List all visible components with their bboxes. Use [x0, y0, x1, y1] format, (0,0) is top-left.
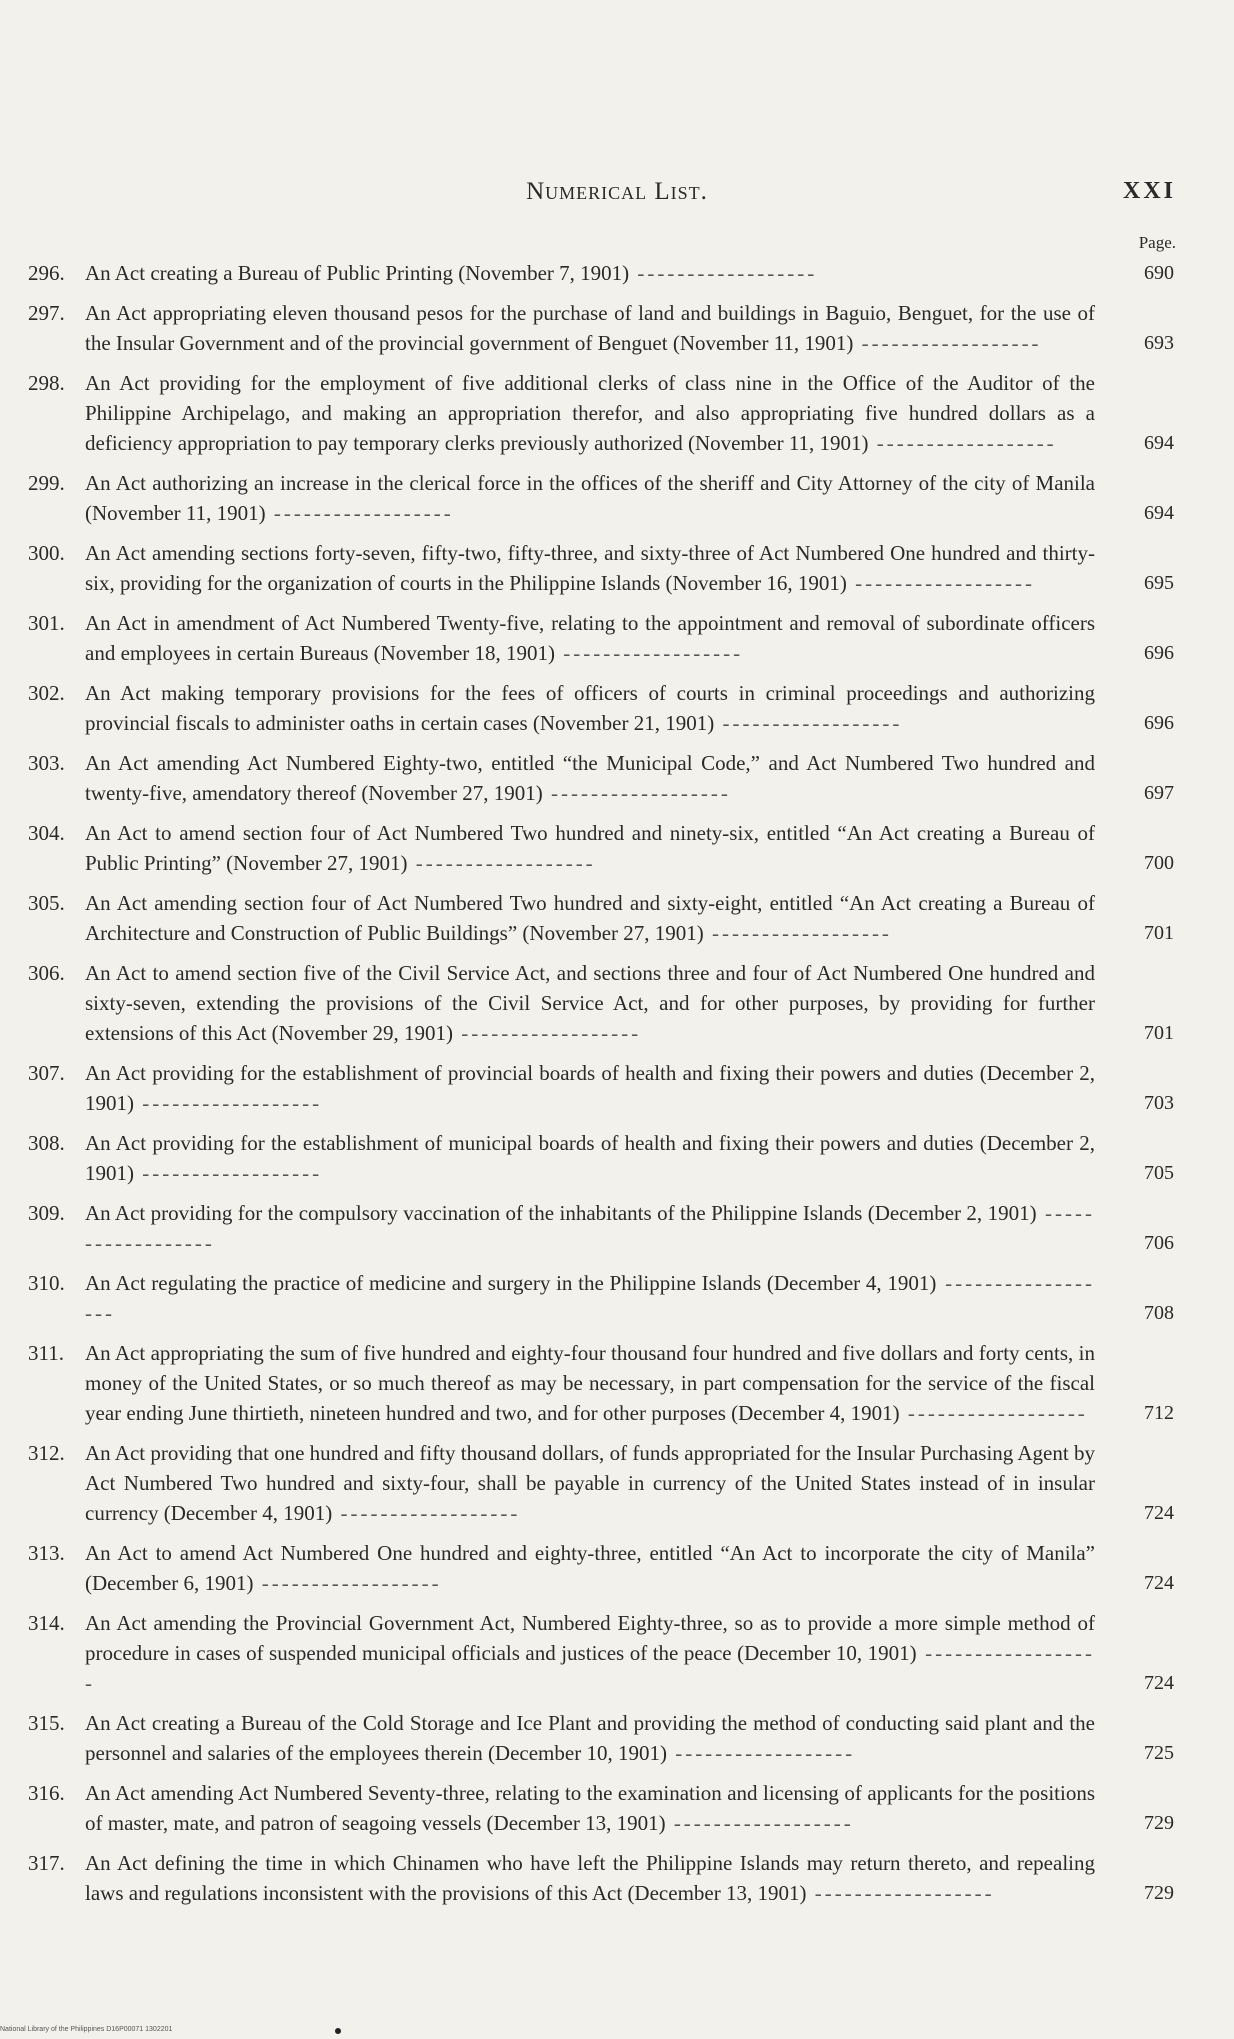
list-item — [28, 608, 1178, 668]
list-item — [28, 1268, 1178, 1328]
act-description — [85, 1198, 1095, 1258]
page-reference: 695 — [1144, 572, 1174, 594]
list-item — [28, 1538, 1178, 1598]
list-item — [28, 748, 1178, 808]
leader-dots: ------------------ — [714, 711, 903, 735]
act-number: 301. — [28, 611, 65, 635]
act-number: 303. — [28, 751, 65, 775]
act-description-text: An Act amending Act Numbered Eighty-two, entitled “the Municipal Code,” and Act Numbered Two hundred and twenty-five, amendatory thereof (November 27, 1901) — [85, 751, 1095, 805]
page-reference: 703 — [1144, 1092, 1174, 1114]
page-column-label: Page. — [1138, 233, 1176, 252]
page-reference: 694 — [1144, 432, 1174, 454]
act-number: 308. — [28, 1131, 65, 1155]
page-reference: 725 — [1144, 1742, 1174, 1764]
page-reference: 690 — [1144, 262, 1174, 284]
act-description — [85, 1128, 1095, 1188]
act-description — [85, 1708, 1095, 1768]
act-number: 304. — [28, 821, 65, 845]
page-reference: 729 — [1144, 1882, 1174, 1904]
leader-dots: ------------------ — [134, 1091, 323, 1115]
act-description — [85, 298, 1095, 358]
page-reference: 697 — [1144, 782, 1174, 804]
page-reference: 712 — [1144, 1402, 1174, 1424]
act-description — [85, 468, 1095, 528]
leader-dots: ------------------ — [85, 1201, 1095, 1255]
leader-dots: ------------------ — [868, 431, 1057, 455]
act-description-text: An Act in amendment of Act Numbered Twenty-five, relating to the appointment and removal of subordinate officers and employees in certain Bureaus (November 18, 1901) — [85, 611, 1095, 665]
page-reference: 696 — [1144, 642, 1174, 664]
act-description-text: An Act appropriating eleven thousand pesos for the purchase of land and buildings in Baguio, Benguet, for the use of the Insular Government and of the provincial government of Benguet (November 11, 1901) — [85, 301, 1095, 355]
page-title: Numerical List. — [526, 178, 708, 205]
act-description-text: An Act providing for the establishment of provincial boards of health and fixing their powers and duties (December 2, 1901) — [85, 1061, 1095, 1115]
act-description — [85, 818, 1095, 878]
page-reference: 705 — [1144, 1162, 1174, 1184]
list-item — [28, 258, 1178, 288]
leader-dots: ------------------ — [542, 781, 731, 805]
leader-dots: ------------------ — [806, 1881, 995, 1905]
act-description — [85, 748, 1095, 808]
list-item — [28, 368, 1178, 458]
leader-dots: ------------------ — [85, 1271, 1095, 1325]
list-item — [28, 818, 1178, 878]
act-description-text: An Act providing for the employment of five additional clerks of class nine in the Office of the Auditor of the Philippine Archipelago, and making an appropriation therefor, and also appropriating five hundred dollars as a deficiency appropriation to pay temporary clerks previously authorized (November 11, 1901) — [85, 371, 1095, 455]
page-reference: 729 — [1144, 1812, 1174, 1834]
leader-dots: ------------------ — [134, 1161, 323, 1185]
act-number: 297. — [28, 301, 65, 325]
page-reference: 701 — [1144, 922, 1174, 944]
act-description — [85, 888, 1095, 948]
act-description-text: An Act providing for the compulsory vaccination of the inhabitants of the Philippine Islands (December 2, 1901) — [85, 1201, 1037, 1225]
act-description — [85, 258, 1095, 288]
act-number: 298. — [28, 371, 65, 395]
page-reference: 694 — [1144, 502, 1174, 524]
act-number: 312. — [28, 1441, 65, 1465]
act-description — [85, 678, 1095, 738]
list-item — [28, 678, 1178, 738]
act-description — [85, 1338, 1095, 1428]
leader-dots: ------------------ — [629, 261, 818, 285]
act-description — [85, 1058, 1095, 1118]
list-item — [28, 1708, 1178, 1768]
act-description-text: An Act to amend section four of Act Numbered Two hundred and ninety-six, entitled “An Act creating a Bureau of Public Printing” (November 27, 1901) — [85, 821, 1095, 875]
act-number: 306. — [28, 961, 65, 985]
leader-dots: ------------------ — [253, 1571, 442, 1595]
act-description-text: An Act defining the time in which Chinamen who have left the Philippine Islands may return thereto, and repealing laws and regulations inconsistent with the provisions of this Act (December 13, 1901) — [85, 1851, 1095, 1905]
list-item — [28, 1778, 1178, 1838]
leader-dots: ------------------ — [265, 501, 454, 525]
act-number: 296. — [28, 261, 65, 285]
leader-dots: ------------------ — [85, 1641, 1096, 1695]
list-item — [28, 298, 1178, 358]
leader-dots: ------------------ — [332, 1501, 521, 1525]
list-item — [28, 888, 1178, 948]
page-header — [0, 178, 1234, 218]
leader-dots: ------------------ — [703, 921, 892, 945]
act-description-text: An Act providing that one hundred and fifty thousand dollars, of funds appropriated for the Insular Purchasing Agent by Act Numbered Two hundred and sixty-four, shall be payable in currency of the United States instead of in insular currency (December 4, 1901) — [85, 1441, 1095, 1525]
act-description-text: An Act to amend section five of the Civil Service Act, and sections three and four of Act Numbered One hundred and sixty-seven, extending the provisions of the Civil Service Act, and for other purposes, by providing for further extensions of this Act (November 29, 1901) — [85, 961, 1095, 1045]
list-item — [28, 1608, 1178, 1698]
list-item — [28, 1128, 1178, 1188]
list-item — [28, 958, 1178, 1048]
act-description — [85, 958, 1095, 1048]
act-description — [85, 538, 1095, 598]
act-number: 315. — [28, 1711, 65, 1735]
act-description — [85, 1848, 1095, 1908]
ink-speck — [335, 2028, 341, 2034]
list-item — [28, 1848, 1178, 1908]
act-description-text: An Act providing for the establishment of municipal boards of health and fixing their powers and duties (December 2, 1901) — [85, 1131, 1095, 1185]
page-reference: 724 — [1144, 1572, 1174, 1594]
leader-dots: ------------------ — [407, 851, 596, 875]
page-reference: 693 — [1144, 332, 1174, 354]
page-reference: 696 — [1144, 712, 1174, 734]
act-description-text: An Act to amend Act Numbered One hundred and eighty-three, entitled “An Act to incorporate the city of Manila” (December 6, 1901) — [85, 1541, 1095, 1595]
act-number: 316. — [28, 1781, 65, 1805]
act-number: 310. — [28, 1271, 65, 1295]
list-item — [28, 1438, 1178, 1528]
leader-dots: ------------------ — [899, 1401, 1088, 1425]
act-number: 314. — [28, 1611, 65, 1635]
act-number: 305. — [28, 891, 65, 915]
act-description-text: An Act making temporary provisions for the fees of officers of courts in criminal proceedings and authorizing provincial fiscals to administer oaths in certain cases (November 21, 1901) — [85, 681, 1095, 735]
act-number: 299. — [28, 471, 65, 495]
page-reference: 700 — [1144, 852, 1174, 874]
act-description — [85, 1778, 1095, 1838]
act-number: 317. — [28, 1851, 65, 1875]
leader-dots: ------------------ — [666, 1741, 856, 1765]
list-item — [28, 1198, 1178, 1258]
act-number: 307. — [28, 1061, 65, 1085]
act-description-text: An Act regulating the practice of medicine and surgery in the Philippine Islands (December 4, 1901) — [85, 1271, 937, 1295]
page-reference: 724 — [1144, 1672, 1174, 1694]
act-description-text: An Act creating a Bureau of Public Printing (November 7, 1901) — [85, 261, 630, 285]
act-description — [85, 1538, 1095, 1598]
act-description — [85, 368, 1095, 458]
act-number: 300. — [28, 541, 65, 565]
act-description-text: An Act amending Act Numbered Seventy-three, relating to the examination and licensing of applicants for the positions of master, mate, and patron of seagoing vessels (December 13, 1901) — [85, 1781, 1095, 1835]
act-description — [85, 1438, 1095, 1528]
act-description — [85, 1608, 1095, 1698]
act-description-text: An Act amending sections forty-seven, fifty-two, fifty-three, and sixty-three of Act Numbered One hundred and thirty-six, providing for the organization of courts in the Philippine Islands (November 16, 1901) — [85, 541, 1095, 595]
page-reference: 708 — [1144, 1302, 1174, 1324]
list-item — [28, 1058, 1178, 1118]
page-reference: 724 — [1144, 1502, 1174, 1524]
footer-credit: National Library of the Philippines D16P00071 1302201 — [0, 2026, 173, 2033]
leader-dots: ------------------ — [453, 1021, 642, 1045]
act-description-text: An Act authorizing an increase in the clerical force in the offices of the sheriff and City Attorney of the city of Manila (November 11, 1901) — [85, 471, 1095, 525]
act-description — [85, 608, 1095, 668]
act-number: 311. — [28, 1341, 64, 1365]
leader-dots: ------------------ — [853, 331, 1042, 355]
list-item — [28, 1338, 1178, 1428]
page-reference: 706 — [1144, 1232, 1174, 1254]
act-number: 302. — [28, 681, 65, 705]
act-number: 313. — [28, 1541, 65, 1565]
act-description-text: An Act amending section four of Act Numbered Two hundred and sixty-eight, entitled “An Act creating a Bureau of Architecture and Construction of Public Buildings” (November 27, 1901) — [85, 891, 1095, 945]
act-description — [85, 1268, 1095, 1328]
page-reference: 701 — [1144, 1022, 1174, 1044]
list-item — [28, 538, 1178, 598]
leader-dots: ------------------ — [665, 1811, 854, 1835]
act-number: 309. — [28, 1201, 65, 1225]
act-description-text: An Act creating a Bureau of the Cold Storage and Ice Plant and providing the method of conducting said plant and the personnel and salaries of the employees therein (December 10, 1901) — [85, 1711, 1095, 1765]
numerical-list — [28, 258, 1178, 1918]
page-number: XXI — [1122, 178, 1176, 204]
act-description-text: An Act amending the Provincial Government Act, Numbered Eighty-three, so as to provide a more simple method of procedure in cases of suspended municipal officials and justices of the peace (December 10, 1901) — [85, 1611, 1095, 1665]
leader-dots: ------------------ — [846, 571, 1036, 595]
list-item — [28, 468, 1178, 528]
act-description-text: An Act appropriating the sum of five hundred and eighty-four thousand four hundred and five dollars and forty cents, in money of the United States, or so much thereof as may be necessary, in part compensation for the service of the fiscal year ending June thirtieth, nineteen hundred and two, and for other purposes (December 4, 1901) — [85, 1341, 1095, 1425]
leader-dots: ------------------ — [555, 641, 744, 665]
